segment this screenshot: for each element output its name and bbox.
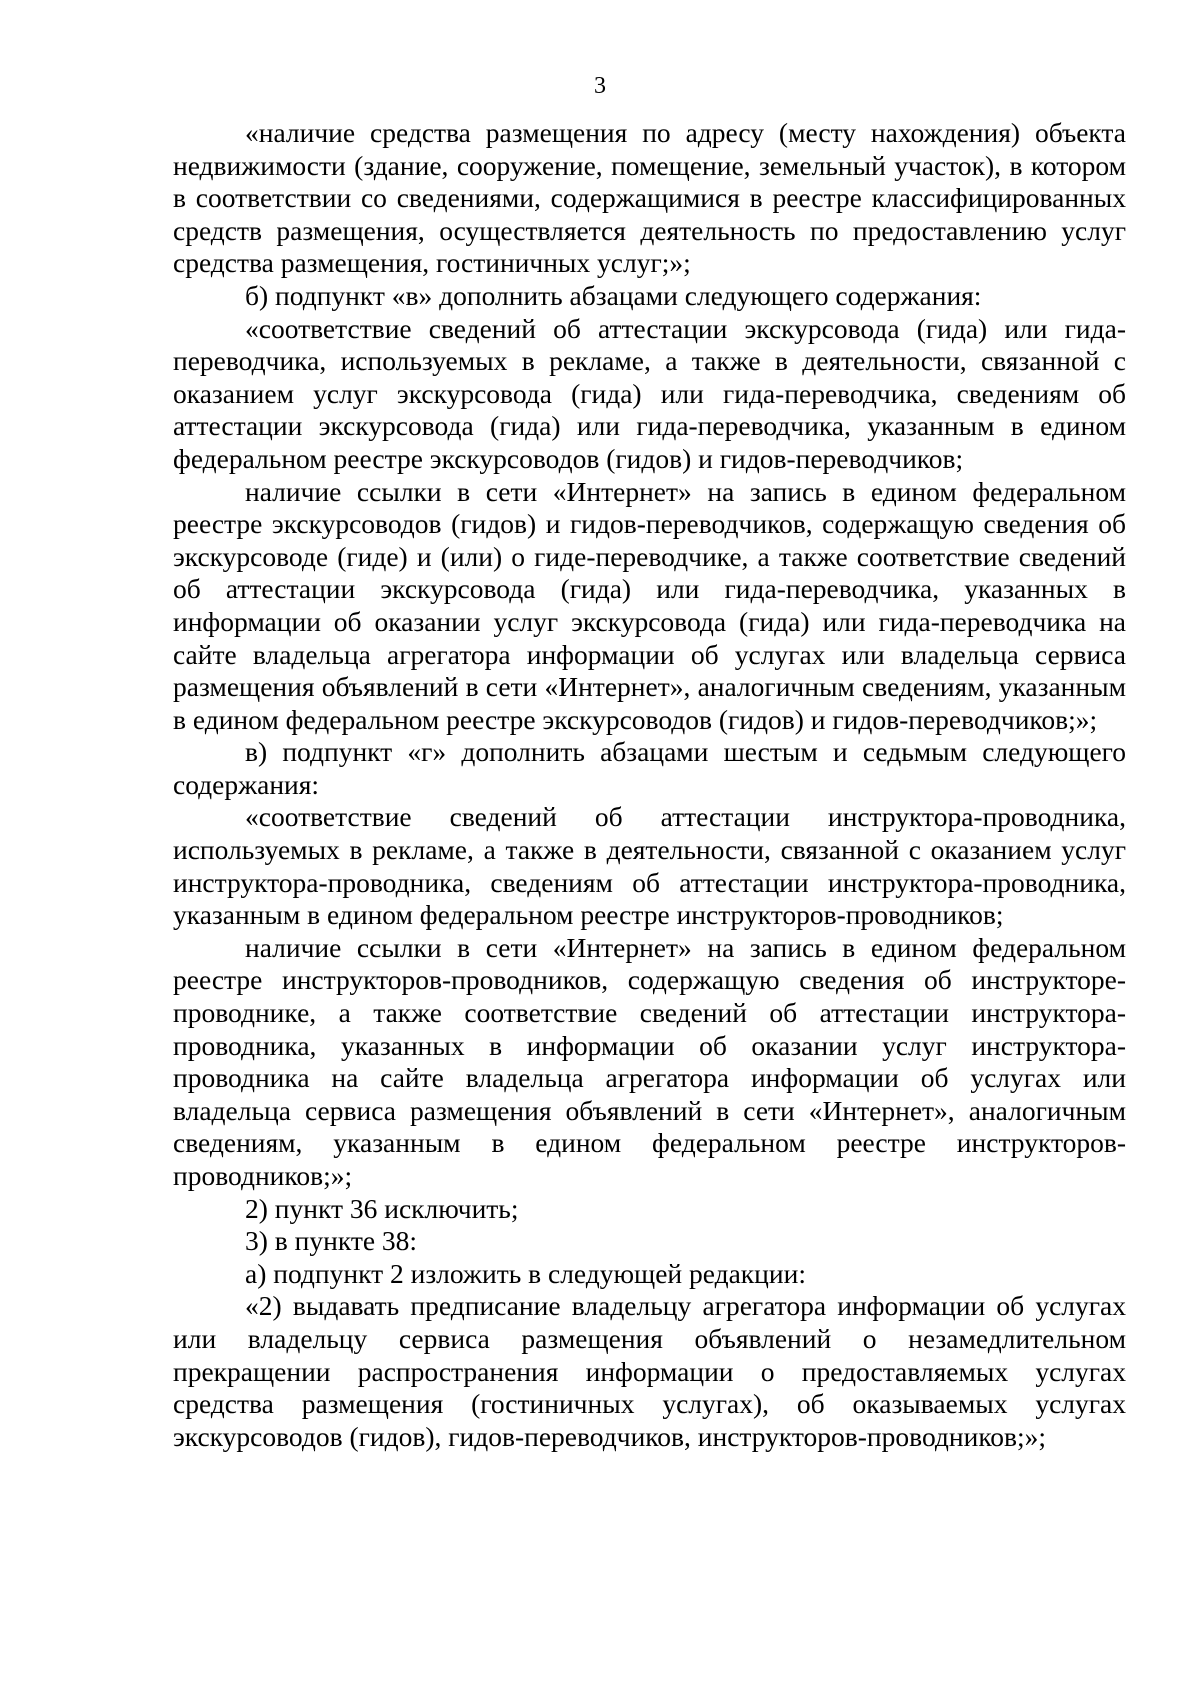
paragraph-item-2: 2) пункт 36 исключить; bbox=[245, 1192, 519, 1224]
paragraph-instructor-attestation: «соответствие сведений об аттестации инструктора-проводника, используемых в рекламе, а также в деятельности, связанной с оказанием услуг инструктора-проводника, сведениям об аттестации инструктора-проводника, указанным в едином федеральном реестре инструкторов-проводников; bbox=[173, 801, 1126, 931]
document-body bbox=[173, 117, 1126, 1453]
paragraph-guide-registry-link: наличие ссылки в сети «Интернет» на запись в едином федеральном реестре экскурсоводов (гидов) и гидов-переводчиков, содержащую сведения об экскурсоводе (гиде) и (или) о гиде-переводчике, а также соответствие сведений об аттестации экскурсовода (гида) или гида-переводчика, указанных в информации об оказании услуг экскурсовода (гида) или гида-переводчика на сайте владельца агрегатора информации об услугах или владельца сервиса размещения объявлений в сети «Интернет», аналогичным сведениям, указанным в едином федеральном реестре экскурсоводов (гидов) и гидов-переводчиков;»; bbox=[173, 475, 1126, 735]
paragraph-item-3: 3) в пункте 38: bbox=[245, 1225, 418, 1257]
paragraph-accommodation-location: «наличие средства размещения по адресу (месту нахождения) объекта недвижимости (здание, сооружение, помещение, земельный участок), в котором в соответствии со сведениями, содержащимися в реестре классифицированных средств размещения, осуществляется деятельность по предоставлению услуг средства размещения, гостиничных услуг;»; bbox=[173, 117, 1126, 279]
paragraph-subitem-v: в) подпункт «г» дополнить абзацами шестым и седьмым следующего содержания: bbox=[173, 736, 1126, 800]
paragraph-subitem-b: б) подпункт «в» дополнить абзацами следующего содержания: bbox=[245, 279, 982, 311]
paragraph-order-issuance: «2) выдавать предписание владельцу агрегатора информации об услугах или владельцу сервиса размещения объявлений о незамедлительном прекращении распространения информации о предоставляемых услугах средства размещения (гостиничных услугах), об оказываемых услугах экскурсоводов (гидов), гидов-переводчиков, инструкторов-проводников;»; bbox=[173, 1290, 1126, 1452]
page-number: 3 bbox=[594, 73, 606, 99]
paragraph-instructor-registry-link: наличие ссылки в сети «Интернет» на запись в едином федеральном реестре инструкторов-проводников, содержащую сведения об инструкторе-проводнике, а также соответствие сведений об аттестации инструктора-проводника, указанных в информации об оказании услуг инструктора-проводника на сайте владельца агрегатора информации об услугах или владельца сервиса размещения объявлений в сети «Интернет», аналогичным сведениям, указанным в едином федеральном реестре инструкторов-проводников;»; bbox=[173, 931, 1126, 1191]
paragraph-subitem-a: а) подпункт 2 изложить в следующей редакции: bbox=[245, 1257, 806, 1289]
paragraph-guide-attestation: «соответствие сведений об аттестации экскурсовода (гида) или гида-переводчика, используемых в рекламе, а также в деятельности, связанной с оказанием услуг экскурсовода (гида) или гида-переводчика, сведениям об аттестации экскурсовода (гида) или гида-переводчика, указанным в едином федеральном реестре экскурсоводов (гидов) и гидов-переводчиков; bbox=[173, 312, 1126, 474]
